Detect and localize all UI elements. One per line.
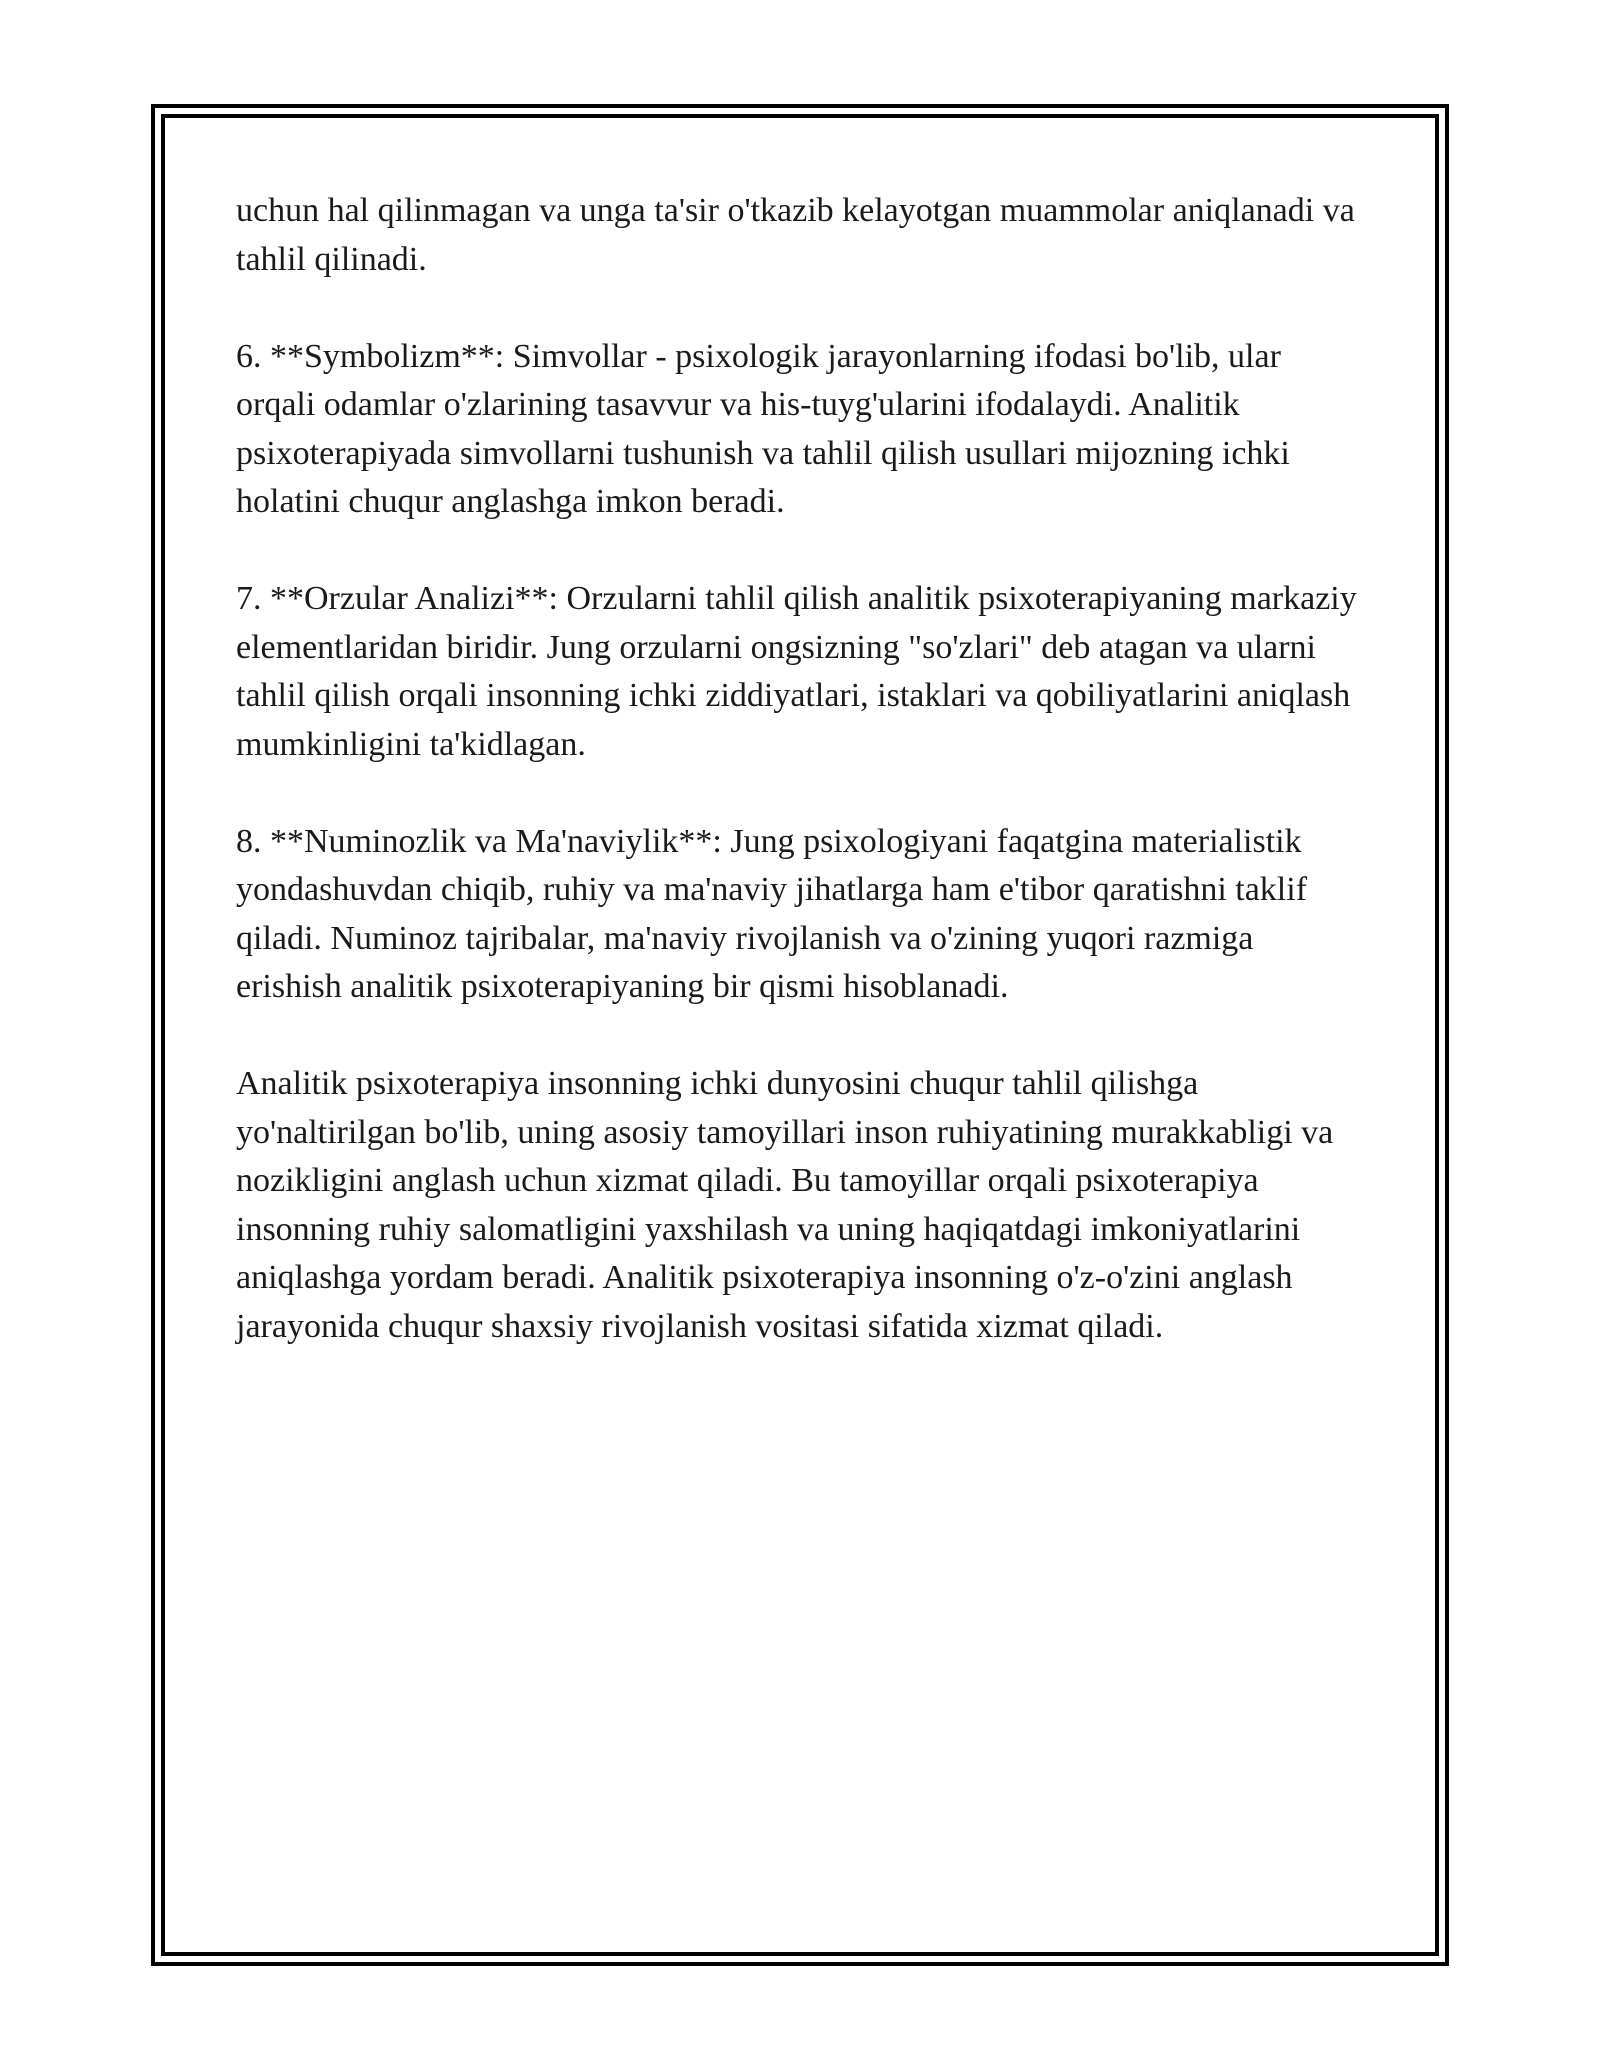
paragraph-symbolizm: 6. **Symbolizm**: Simvollar - psixologik jarayonlarning ifodasi bo'lib, ular orqali odamlar o'zlarining tasavvur va his-tuyg'ularini ifodalaydi. Analitik psixoterapiyada simvollarni tushunish va tahlil qilish usullari mijozning ichki holatini chuqur anglashga imkon beradi. bbox=[236, 337, 1290, 520]
paragraph-continuation: uchun hal qilinmagan va unga ta'sir o'tkazib kelayotgan muammolar aniqlanadi va tahlil qilinadi. bbox=[236, 192, 1355, 278]
paragraph-numinozlik: 8. **Numinozlik va Ma'naviylik**: Jung psixologiyani faqatgina materialistik yondashuvdan chiqib, ruhiy va ma'naviy jihatlarga ham e'tibor qaratishni taklif qiladi. Numinoz tajribalar, ma'naviy rivojlanish va o'zining yuqori razmiga erishish analitik psixoterapiyaning bir qismi hisoblanadi. bbox=[236, 822, 1308, 1005]
paragraph-conclusion: Analitik psixoterapiya insonning ichki dunyosini chuqur tahlil qilishga yo'naltirilgan bo'lib, uning asosiy tamoyillari inson ruhiyatining murakkabligi va nozikligini anglash uchun xizmat qiladi. Bu tamoyillar orqali psixoterapiya insonning ruhiy salomatligini yaxshilash va uning haqiqatdagi imkoniyatlarini aniqlashga yordam beradi. Analitik psixoterapiya insonning o'z-o'zini anglash jarayonida chuqur shaxsiy rivojlanish vositasi sifatida xizmat qiladi. bbox=[236, 1065, 1334, 1345]
document-body bbox=[236, 187, 1366, 1400]
paragraph-orzular-analizi: 7. **Orzular Analizi**: Orzularni tahlil qilish analitik psixoterapiyaning markaziy elementlaridan biridir. Jung orzularni ongsizning "so'zlari" deb atagan va ularni tahlil qilish orqali insonning ichki ziddiyatlari, istaklari va qobiliyatlarini aniqlash mumkinligini ta'kidlagan. bbox=[236, 580, 1357, 763]
